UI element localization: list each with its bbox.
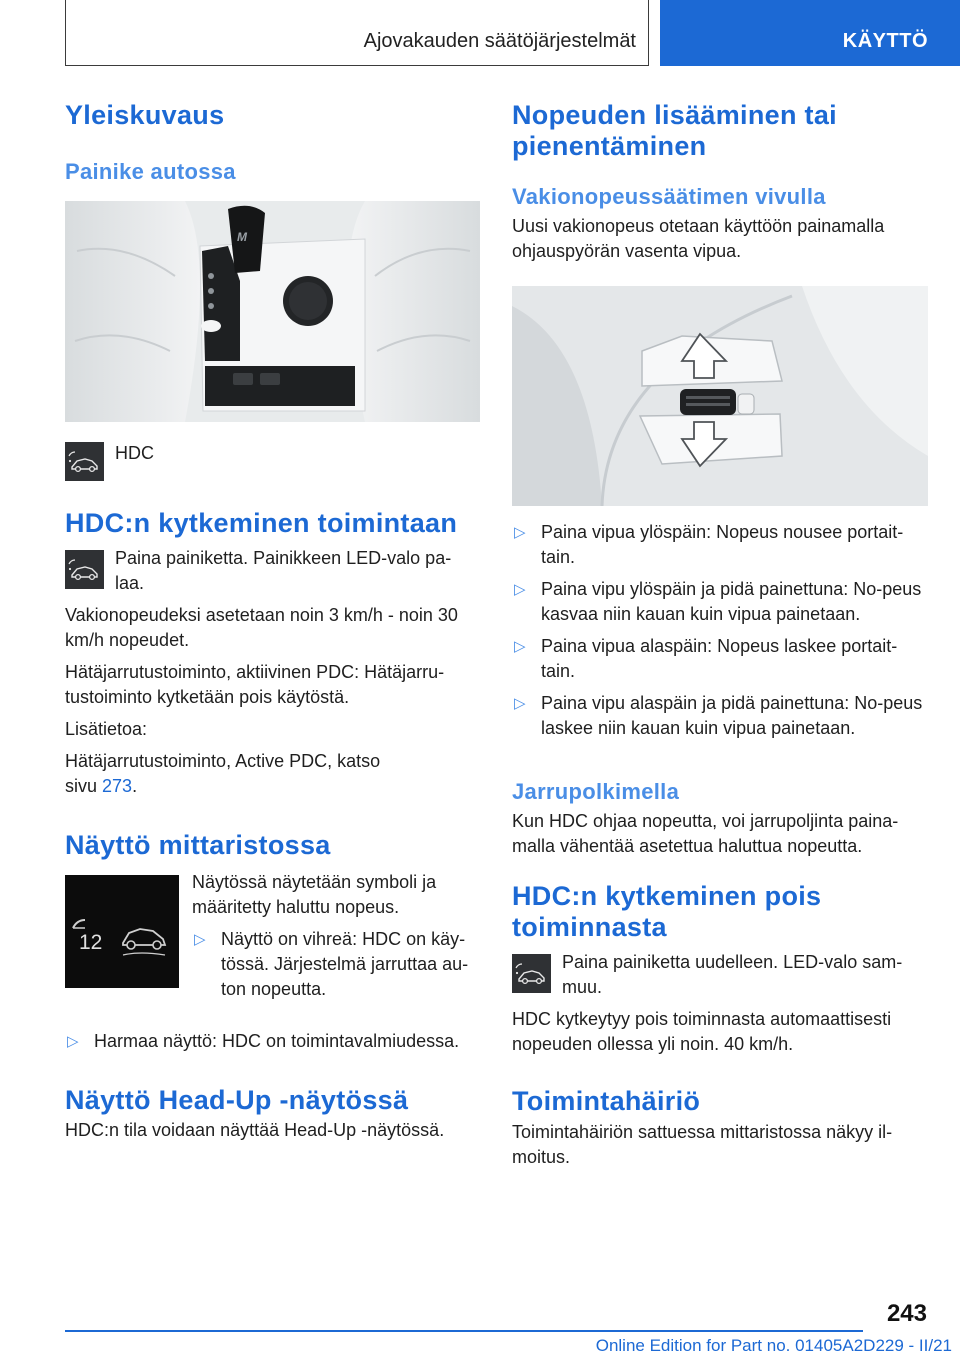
overview-heading: Yleiskuvaus bbox=[65, 100, 225, 130]
malfunction-heading: Toimintahäiriö bbox=[512, 1086, 701, 1116]
cluster-block bbox=[65, 870, 480, 1030]
lever-bullet-text: Paina vipu alaspäin ja pidä painettuna: No-peus laskee niin kauan kuin vipua painetaan. bbox=[541, 693, 923, 738]
lever-bullet-text: Paina vipua ylöspäin: Nopeus nousee portait-tain. bbox=[541, 522, 904, 567]
list-item bbox=[512, 634, 928, 684]
activate-text: Paina painiketta. Painikkeen LED-valo pa-laa. bbox=[115, 548, 452, 593]
lever-bullet-text: Paina vipu ylöspäin ja pidä painettuna: No-peus kasvaa niin kauan kuin vipua painetaan. bbox=[541, 579, 922, 624]
header-section-box bbox=[65, 0, 649, 66]
footer-divider bbox=[65, 1330, 863, 1332]
pedal-text: Kun HDC ohjaa nopeutta, voi jarrupoljinta paina-malla vähentää asetettua haluttua nopeutta. bbox=[512, 811, 899, 856]
hdc-label: HDC bbox=[115, 443, 154, 463]
emergency-brake-text: Hätäjarrutustoiminto, aktiivinen PDC: Hätäjarru-tustoiminto kytketään pois käytöstä. bbox=[65, 662, 445, 707]
hdc-car-descent-icon bbox=[65, 550, 104, 589]
header-chapter-tab bbox=[660, 0, 960, 66]
triangle-bullet-icon: ▷ bbox=[194, 931, 206, 948]
hud-heading: Näyttö Head-Up -näytössä bbox=[65, 1085, 409, 1115]
section-title: Ajovakauden säätöjärjestelmät bbox=[363, 30, 636, 52]
hdc-car-descent-icon bbox=[65, 442, 104, 481]
cluster-grey-text: Harmaa näyttö: HDC on toimintavalmiudessa. bbox=[94, 1031, 460, 1051]
steering-lever-illustration bbox=[512, 286, 928, 506]
cluster-text: Näytössä näytetään symboli ja määritetty haluttu nopeus. bbox=[192, 872, 437, 917]
list-item bbox=[512, 520, 928, 570]
triangle-bullet-icon: ▷ bbox=[514, 695, 526, 712]
button-subheading: Painike autossa bbox=[65, 159, 236, 184]
deactivate-text: Paina painiketta uudelleen. LED-valo sam-muu. bbox=[562, 952, 903, 997]
cross-reference bbox=[65, 749, 480, 799]
cluster-heading: Näyttö mittaristossa bbox=[65, 830, 331, 860]
cluster-display-image bbox=[65, 875, 179, 988]
speed-range-text: Vakionopeudeksi asetetaan noin 3 km/h - noin 30 km/h nopeudet. bbox=[65, 605, 458, 650]
reference-page-prefix: sivu bbox=[65, 776, 98, 796]
malfunction-text: Toimintahäiriön sattuessa mittaristossa näkyy il-moitus. bbox=[512, 1122, 893, 1167]
lever-bullet-text: Paina vipua alaspäin: Nopeus laskee portait-tain. bbox=[541, 636, 898, 681]
cluster-bullet-text: Näyttö on vihreä: HDC on käy-tössä. Järjestelmä jarruttaa au-ton nopeutta. bbox=[221, 929, 469, 999]
svg-text:M: M bbox=[237, 230, 247, 244]
chapter-tab-label: KÄYTTÖ bbox=[842, 30, 928, 52]
speed-change-heading: Nopeuden lisääminen tai pienentäminen bbox=[512, 100, 837, 161]
lever-subheading: Vakionopeussäätimen vivulla bbox=[512, 184, 826, 209]
edition-text: Online Edition for Part no. 01405A2D229 - II/21 bbox=[595, 1336, 952, 1355]
list-item bbox=[192, 927, 480, 1002]
reference-suffix: . bbox=[132, 776, 138, 796]
cluster-speed-number: 12 bbox=[79, 931, 103, 954]
page-number: 243 bbox=[886, 1300, 927, 1327]
center-console-illustration bbox=[65, 201, 480, 422]
pedal-subheading: Jarrupolkimella bbox=[512, 779, 680, 804]
more-info-label: Lisätietoa: bbox=[65, 719, 148, 739]
list-item bbox=[65, 1029, 480, 1054]
activate-row bbox=[65, 546, 480, 596]
hud-text: HDC:n tila voidaan näyttää Head-Up -näytössä. bbox=[65, 1120, 445, 1140]
center-console-image bbox=[65, 201, 480, 422]
triangle-bullet-icon: ▷ bbox=[514, 638, 526, 655]
page-reference-link[interactable]: 273 bbox=[102, 776, 133, 796]
right-column bbox=[512, 100, 928, 1170]
activate-heading: HDC:n kytkeminen toimintaan bbox=[65, 508, 458, 538]
auto-off-text: HDC kytkeytyy pois toiminnasta automaattisesti nopeuden ollessa yli noin. 40 km/h. bbox=[512, 1009, 892, 1054]
hdc-button-row bbox=[65, 438, 480, 478]
left-column bbox=[65, 100, 480, 1143]
steering-lever-image bbox=[512, 286, 928, 506]
deactivate-row bbox=[512, 950, 928, 1000]
lever-text: Uusi vakionopeus otetaan käyttöön painamalla ohjauspyörän vasenta vipua. bbox=[512, 216, 885, 261]
triangle-bullet-icon: ▷ bbox=[514, 524, 526, 541]
list-item bbox=[512, 577, 928, 627]
lever-bullet-list bbox=[512, 520, 928, 741]
triangle-bullet-icon: ▷ bbox=[67, 1033, 79, 1050]
reference-text: Hätäjarrutustoiminto, Active PDC, katso bbox=[65, 751, 381, 771]
hdc-car-descent-icon bbox=[512, 954, 551, 993]
list-item bbox=[512, 691, 928, 741]
deactivate-heading: HDC:n kytkeminen pois toiminnasta bbox=[512, 881, 822, 942]
triangle-bullet-icon: ▷ bbox=[514, 581, 526, 598]
